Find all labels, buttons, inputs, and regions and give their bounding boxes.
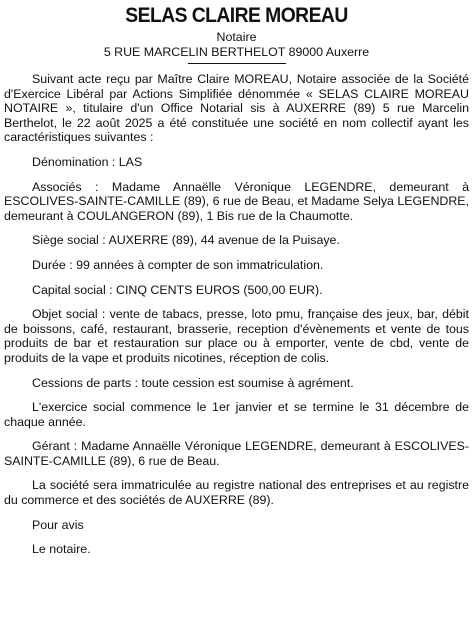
denomination-paragraph: Dénomination : LAS — [32, 154, 143, 169]
registered-office-paragraph: Siège social : AUXERRE (89), 44 avenue de la Puisaye. — [32, 233, 340, 248]
notice-closing: Pour avis — [32, 517, 84, 532]
notary-signature: Le notaire. — [32, 542, 91, 557]
notary-address: 5 RUE MARCELIN BERTHELOT 89000 Auxerre — [103, 45, 370, 59]
notary-role: Notaire — [216, 30, 257, 44]
associates-paragraph: Associés : Madame Annaëlle Véronique LEGENDRE, demeurant à ESCOLIVES-SAINTE-CAMILLE (89), 6 rue de Beau, et Madame Selya LEGENDRE, demeurant à COULANGERON (89), 1 Bis rue de la Chaumotte. — [4, 179, 469, 223]
company-title: SELAS CLAIRE MOREAU — [125, 4, 348, 27]
manager-paragraph: Gérant : Madame Annaëlle Véronique LEGENDRE, demeurant à ESCOLIVES-SAINTE-CAMILLE (89), 6 rue de Beau. — [4, 439, 469, 468]
corporate-purpose-paragraph: Objet social : vente de tabacs, presse, loto pmu, française des jeux, bar, débit de boissons, café, restaurant, brasserie, reception d'évènements et vente de tous produits de bar et restauration sur place ou à emporter, vente de cbd, vente de produits de la vape et produits nicotines, réception de colis. — [4, 307, 469, 365]
notice-body — [4, 72, 469, 557]
duration-paragraph: Durée : 99 années à compter de son immatriculation. — [32, 257, 324, 272]
share-transfer-paragraph: Cessions de parts : toute cession est soumise à agrément. — [32, 375, 354, 390]
intro-paragraph: Suivant acte reçu par Maître Claire MOREAU, Notaire associée de la Société d'Exercice Libéral par Actions Simplifiée dénommée « SELAS CLAIRE MOREAU NOTAIRE », titulaire d'un Office Notarial sis à AUXERRE (89) 5 rue Marcelin Berthelot, le 22 août 2025 a été constituée une société en nom collectif ayant les caractéristiques suivantes : — [4, 72, 469, 145]
header-divider — [188, 63, 286, 64]
fiscal-year-paragraph: L'exercice social commence le 1er janvier et se termine le 31 décembre de chaque année. — [4, 400, 469, 429]
registration-paragraph: La société sera immatriculée au registre national des entreprises et au registre du commerce et des sociétés de AUXERRE (89). — [4, 478, 469, 508]
share-capital-paragraph: Capital social : CINQ CENTS EUROS (500,00 EUR). — [32, 282, 323, 297]
